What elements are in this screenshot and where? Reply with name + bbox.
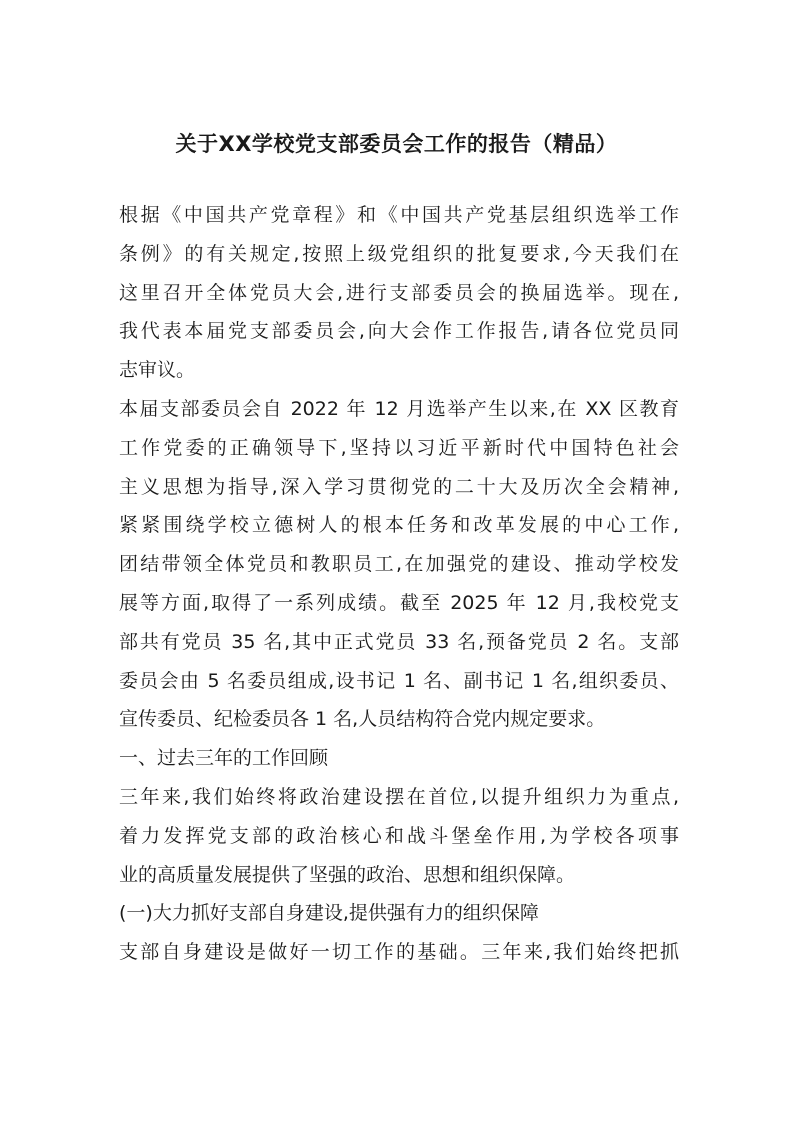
paragraph-1-line-1: 根据《中国共产党章程》和《中国共产党基层组织选举工作 xyxy=(119,204,679,226)
paragraph-2-line-4: 紧紧围绕学校立德树人的根本任务和改革发展的中心工作, xyxy=(119,514,679,537)
document-title: 关于XX学校党支部委员会工作的报告（精品） xyxy=(175,132,618,156)
paragraph-2-line-8: 委员会由 5 名委员组成,设书记 1 名、副书记 1 名,组织委员、 xyxy=(119,669,679,692)
paragraph-2-line-6: 展等方面,取得了一系列成绩。截至 2025 年 12 月,我校党支 xyxy=(119,591,679,614)
document-body xyxy=(119,196,679,972)
paragraph-2-line-2: 工作党委的正确领导下,坚持以习近平新时代中国特色社会 xyxy=(119,436,679,459)
paragraph-3-line-3: 业的高质量发展提供了坚强的政治、思想和组织保障。 xyxy=(119,863,576,886)
paragraph-2-line-3: 主义思想为指导,深入学习贯彻党的二十大及历次全会精神, xyxy=(119,475,679,498)
paragraph-2-line-9: 宣传委员、纪检委员各 1 名,人员结构符合党内规定要求。 xyxy=(119,708,606,731)
paragraph-1-line-4: 我代表本届党支部委员会,向大会作工作报告,请各位党员同 xyxy=(119,320,679,343)
paragraph-1-line-2: 条例》的有关规定,按照上级党组织的批复要求,今天我们在 xyxy=(119,242,679,265)
section-heading-1: 一、过去三年的工作回顾 xyxy=(119,747,329,770)
paragraph-4-line-1: 支部自身建设是做好一切工作的基础。三年来,我们始终把抓 xyxy=(119,941,679,964)
paragraph-2-line-7: 部共有党员 35 名,其中正式党员 33 名,预备党员 2 名。支部 xyxy=(119,630,679,653)
paragraph-2-line-5: 团结带领全体党员和教职员工,在加强党的建设、推动学校发 xyxy=(119,553,679,576)
paragraph-1-line-3: 这里召开全体党员大会,进行支部委员会的换届选举。现在, xyxy=(119,281,679,304)
paragraph-3-line-2: 着力发挥党支部的政治核心和战斗堡垒作用,为学校各项事 xyxy=(119,824,679,847)
paragraph-3-line-1: 三年来,我们始终将政治建设摆在首位,以提升组织力为重点, xyxy=(119,785,679,808)
subsection-heading-1: (一)大力抓好支部自身建设,提供强有力的组织保障 xyxy=(119,902,539,925)
paragraph-2-line-1: 本届支部委员会自 2022 年 12 月选举产生以来,在 XX 区教育 xyxy=(119,397,679,420)
paragraph-1-line-5: 志审议。 xyxy=(119,359,196,382)
